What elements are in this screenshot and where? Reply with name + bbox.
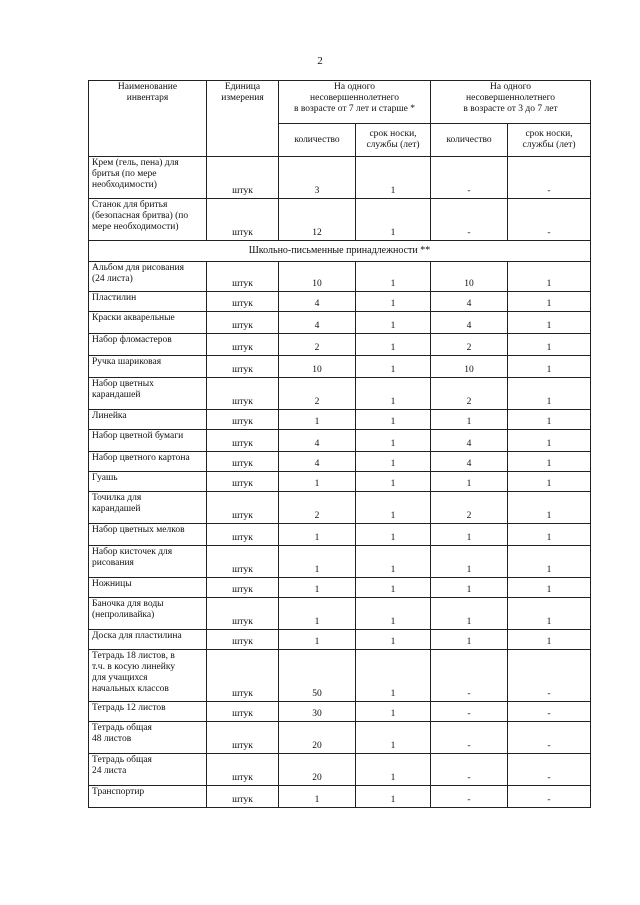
qty-younger: 1 — [431, 472, 508, 492]
table-row — [89, 410, 591, 430]
term-younger: 1 — [508, 312, 591, 334]
header-qty-older: количество — [279, 124, 356, 157]
table-row — [89, 430, 591, 452]
item-unit: штук — [207, 630, 279, 650]
term-younger: 1 — [508, 598, 591, 630]
term-older: 1 — [356, 334, 431, 356]
qty-older: 3 — [279, 157, 356, 199]
term-younger: - — [508, 786, 591, 808]
header-term-younger: срок носки, службы (лет) — [508, 124, 591, 157]
item-name: Набор цветных мелков — [89, 524, 207, 546]
item-name: Ручка шариковая — [89, 356, 207, 378]
term-younger: 1 — [508, 578, 591, 598]
term-older: 1 — [356, 157, 431, 199]
qty-older: 1 — [279, 578, 356, 598]
item-unit: штук — [207, 722, 279, 754]
item-unit: штук — [207, 492, 279, 524]
term-older: 1 — [356, 650, 431, 702]
qty-older: 20 — [279, 722, 356, 754]
qty-older: 10 — [279, 356, 356, 378]
term-younger: 1 — [508, 452, 591, 472]
item-unit: штук — [207, 650, 279, 702]
term-younger: 1 — [508, 472, 591, 492]
qty-older: 1 — [279, 786, 356, 808]
term-younger: 1 — [508, 292, 591, 312]
item-unit: штук — [207, 546, 279, 578]
table-body-after — [89, 262, 591, 808]
header-name: Наименование инвентаря — [89, 81, 207, 157]
header-group-younger: На одного несовершеннолетнего в возрасте от 3 до 7 лет — [431, 81, 591, 124]
qty-younger: 4 — [431, 452, 508, 472]
term-younger: 1 — [508, 262, 591, 292]
header-group-older: На одного несовершеннолетнего в возрасте от 7 лет и старше * — [279, 81, 431, 124]
qty-older: 1 — [279, 630, 356, 650]
section-row — [89, 241, 591, 262]
term-older: 1 — [356, 378, 431, 410]
table-row — [89, 578, 591, 598]
qty-younger: 2 — [431, 334, 508, 356]
qty-younger: 4 — [431, 292, 508, 312]
qty-younger: 2 — [431, 378, 508, 410]
term-older: 1 — [356, 292, 431, 312]
qty-younger: 10 — [431, 262, 508, 292]
qty-older: 50 — [279, 650, 356, 702]
table-row — [89, 786, 591, 808]
qty-younger: - — [431, 754, 508, 786]
term-older: 1 — [356, 630, 431, 650]
item-name: Набор цветной бумаги — [89, 430, 207, 452]
header-term-older: срок носки, службы (лет) — [356, 124, 431, 157]
table-row — [89, 722, 591, 754]
term-younger: 1 — [508, 524, 591, 546]
item-unit: штук — [207, 157, 279, 199]
item-name: Тетрадь общая 24 листа — [89, 754, 207, 786]
table-row — [89, 378, 591, 410]
qty-older: 1 — [279, 524, 356, 546]
term-younger: - — [508, 722, 591, 754]
item-unit: штук — [207, 702, 279, 722]
qty-younger: 2 — [431, 492, 508, 524]
item-unit: штук — [207, 356, 279, 378]
term-older: 1 — [356, 754, 431, 786]
item-unit: штук — [207, 472, 279, 492]
item-unit: штук — [207, 786, 279, 808]
qty-younger: 1 — [431, 578, 508, 598]
term-younger: 1 — [508, 378, 591, 410]
term-younger: 1 — [508, 546, 591, 578]
term-younger: 1 — [508, 410, 591, 430]
item-unit: штук — [207, 292, 279, 312]
term-older: 1 — [356, 786, 431, 808]
item-name: Тетрадь 12 листов — [89, 702, 207, 722]
term-older: 1 — [356, 430, 431, 452]
qty-younger: - — [431, 702, 508, 722]
table-row — [89, 292, 591, 312]
item-name: Набор фломастеров — [89, 334, 207, 356]
table-row — [89, 598, 591, 630]
term-older: 1 — [356, 472, 431, 492]
qty-older: 30 — [279, 702, 356, 722]
table-row — [89, 492, 591, 524]
item-unit: штук — [207, 199, 279, 241]
item-name: Гуашь — [89, 472, 207, 492]
term-younger: - — [508, 157, 591, 199]
term-older: 1 — [356, 410, 431, 430]
qty-younger: - — [431, 157, 508, 199]
table-row — [89, 472, 591, 492]
term-older: 1 — [356, 312, 431, 334]
page-number: 2 — [317, 55, 323, 67]
term-younger: 1 — [508, 334, 591, 356]
item-unit: штук — [207, 754, 279, 786]
item-unit: штук — [207, 524, 279, 546]
item-unit: штук — [207, 378, 279, 410]
qty-younger: 4 — [431, 430, 508, 452]
item-unit: штук — [207, 334, 279, 356]
term-younger: 1 — [508, 430, 591, 452]
term-younger: 1 — [508, 492, 591, 524]
term-younger: 1 — [508, 356, 591, 378]
term-older: 1 — [356, 199, 431, 241]
inventory-table — [88, 80, 591, 808]
item-name: Станок для бритья (безопасная бритва) (по мере необходимости) — [89, 199, 207, 241]
item-name: Ножницы — [89, 578, 207, 598]
qty-older: 4 — [279, 292, 356, 312]
qty-older: 2 — [279, 334, 356, 356]
table-header-row — [89, 81, 591, 124]
item-name: Набор цветного картона — [89, 452, 207, 472]
term-younger: - — [508, 702, 591, 722]
header-unit: Единица измерения — [207, 81, 279, 157]
table-body-before — [89, 157, 591, 241]
qty-younger: 1 — [431, 630, 508, 650]
item-name: Набор цветных карандашей — [89, 378, 207, 410]
qty-younger: - — [431, 199, 508, 241]
item-name: Линейка — [89, 410, 207, 430]
item-name: Краски акварельные — [89, 312, 207, 334]
term-older: 1 — [356, 722, 431, 754]
term-older: 1 — [356, 492, 431, 524]
item-name: Баночка для воды (непроливайка) — [89, 598, 207, 630]
item-name: Тетрадь общая 48 листов — [89, 722, 207, 754]
table-row — [89, 702, 591, 722]
table-row — [89, 650, 591, 702]
qty-older: 4 — [279, 452, 356, 472]
item-unit: штук — [207, 410, 279, 430]
item-unit: штук — [207, 430, 279, 452]
qty-younger: 1 — [431, 524, 508, 546]
qty-younger: - — [431, 650, 508, 702]
item-name: Пластилин — [89, 292, 207, 312]
qty-older: 1 — [279, 410, 356, 430]
term-older: 1 — [356, 546, 431, 578]
table-row — [89, 754, 591, 786]
qty-older: 4 — [279, 312, 356, 334]
term-older: 1 — [356, 578, 431, 598]
term-younger: 1 — [508, 630, 591, 650]
item-name: Крем (гель, пена) для бритья (по мере необходимости) — [89, 157, 207, 199]
item-unit: штук — [207, 598, 279, 630]
qty-older: 12 — [279, 199, 356, 241]
qty-older: 4 — [279, 430, 356, 452]
qty-younger: 10 — [431, 356, 508, 378]
item-name: Транспортир — [89, 786, 207, 808]
item-unit: штук — [207, 312, 279, 334]
item-name: Альбом для рисования (24 листа) — [89, 262, 207, 292]
table-row — [89, 262, 591, 292]
qty-older: 1 — [279, 546, 356, 578]
qty-older: 10 — [279, 262, 356, 292]
qty-older: 20 — [279, 754, 356, 786]
term-older: 1 — [356, 702, 431, 722]
qty-older: 1 — [279, 598, 356, 630]
table-row — [89, 199, 591, 241]
term-older: 1 — [356, 262, 431, 292]
item-name: Доска для пластилина — [89, 630, 207, 650]
item-unit: штук — [207, 578, 279, 598]
term-younger: - — [508, 199, 591, 241]
section-title: Школьно-письменные принадлежности ** — [89, 241, 591, 262]
qty-younger: 1 — [431, 410, 508, 430]
term-older: 1 — [356, 598, 431, 630]
table-row — [89, 356, 591, 378]
term-younger: - — [508, 650, 591, 702]
qty-younger: 1 — [431, 546, 508, 578]
term-older: 1 — [356, 356, 431, 378]
qty-younger: - — [431, 786, 508, 808]
qty-older: 2 — [279, 492, 356, 524]
qty-younger: - — [431, 722, 508, 754]
header-qty-younger: количество — [431, 124, 508, 157]
term-younger: - — [508, 754, 591, 786]
table-row — [89, 157, 591, 199]
table-row — [89, 524, 591, 546]
item-unit: штук — [207, 452, 279, 472]
item-name: Тетрадь 18 листов, в т.ч. в косую линейку для учащихся начальных классов — [89, 650, 207, 702]
qty-younger: 1 — [431, 598, 508, 630]
table-row — [89, 630, 591, 650]
qty-older: 2 — [279, 378, 356, 410]
item-name: Точилка для карандашей — [89, 492, 207, 524]
table-row — [89, 334, 591, 356]
item-name: Набор кисточек для рисования — [89, 546, 207, 578]
section-body — [89, 241, 591, 262]
term-older: 1 — [356, 524, 431, 546]
table-row — [89, 312, 591, 334]
table-row — [89, 452, 591, 472]
item-unit: штук — [207, 262, 279, 292]
term-older: 1 — [356, 452, 431, 472]
table-row — [89, 546, 591, 578]
qty-older: 1 — [279, 472, 356, 492]
qty-younger: 4 — [431, 312, 508, 334]
